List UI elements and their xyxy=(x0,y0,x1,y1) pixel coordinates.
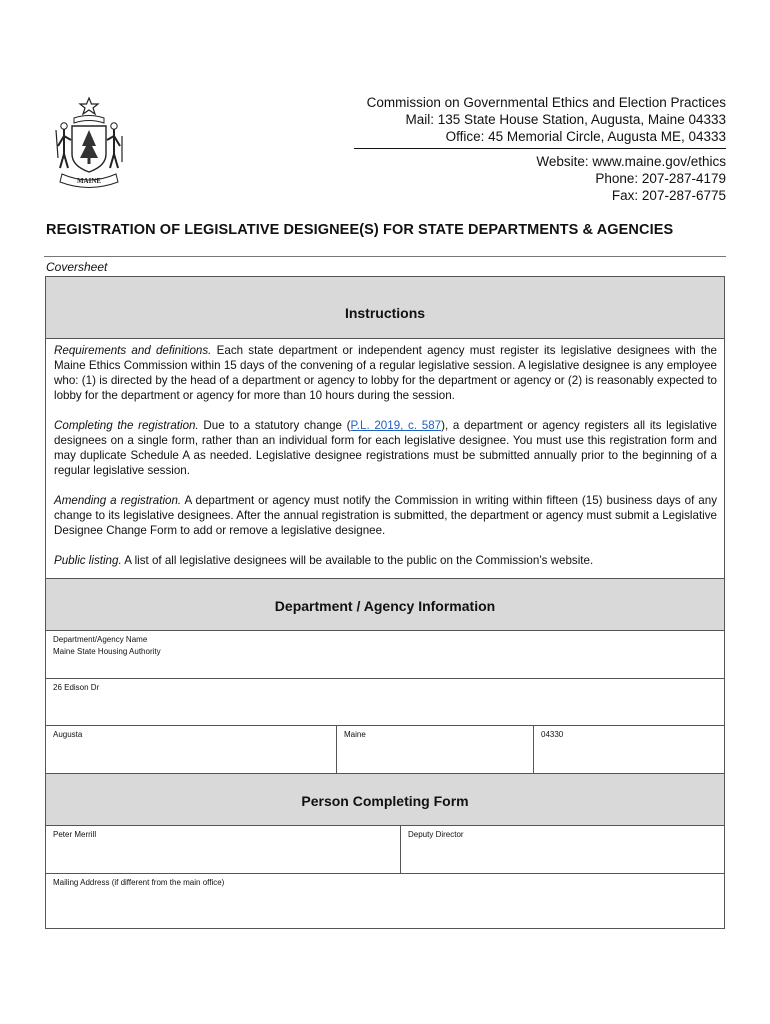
form-title: REGISTRATION OF LEGISLATIVE DESIGNEE(S) FOR STATE DEPARTMENTS & AGENCIES xyxy=(46,222,674,238)
commission-name: Commission on Governmental Ethics and Election Practices xyxy=(366,95,726,110)
person-heading: Person Completing Form xyxy=(46,774,724,826)
mail-address: Mail: 135 State House Station, Augusta, Maine 04333 xyxy=(405,112,726,127)
zip-value: 04330 xyxy=(541,730,564,739)
city-value: Augusta xyxy=(53,730,83,739)
amending-text: A department or agency must notify the Commission in writing within fifteen (15) business days of any change to its legislative designees. After the annual registration is submitted, the department or agency must submit a Legislative Designee Change Form to add or remove a legislative designee. xyxy=(54,494,717,537)
requirements-paragraph xyxy=(54,343,717,403)
completing-text-1: Due to a statutory change ( xyxy=(198,419,351,432)
header-divider xyxy=(354,148,726,149)
department-name-value: Maine State Housing Authority xyxy=(53,647,161,656)
person-title-field[interactable] xyxy=(400,826,724,873)
department-heading: Department / Agency Information xyxy=(46,578,724,631)
address-field[interactable] xyxy=(46,679,724,725)
mailing-address-label: Mailing Address (if different from the main office) xyxy=(53,878,225,887)
instructions-body xyxy=(46,339,724,578)
city-state-zip-row xyxy=(46,726,724,774)
state-value: Maine xyxy=(344,730,366,739)
completing-text-2: ), a department or agency registers all its legislative designees on a single form, rather than an individual form for each legislative designee. You must use this registration form and may duplicate Schedule A as needed. Legislative designee registrations must be submitted annually prior to the beginning of a regular legislative session. xyxy=(54,419,717,477)
city-field[interactable] xyxy=(46,726,336,773)
instructions-heading: Instructions xyxy=(46,277,724,339)
address-value: 26 Edison Dr xyxy=(53,683,100,692)
fax: Fax: 207-287-6775 xyxy=(611,188,726,203)
person-row xyxy=(46,826,724,874)
amending-lead: Amending a registration. xyxy=(54,494,182,507)
department-name-label: Department/Agency Name xyxy=(53,635,148,644)
completing-paragraph xyxy=(54,418,717,478)
amending-paragraph xyxy=(54,493,717,538)
phone: Phone: 207-287-4179 xyxy=(595,171,726,186)
public-listing-text: A list of all legislative designees will be available to the public on the Commission’s website. xyxy=(121,554,594,567)
commission-header xyxy=(354,94,726,204)
coversheet-label: Coversheet xyxy=(46,260,108,274)
requirements-lead: Requirements and definitions. xyxy=(54,344,212,357)
person-title-value: Deputy Director xyxy=(408,830,464,839)
requirements-text: Each state department or independent agency must register its legislative designees with the Maine Ethics Commission within 15 days of the convening of a regular legislative session. A legislative designee is any employee who: (1) is directed by the head of a department or agency to lobby for the department or agency or (2) is reasonably expected to lobby for the department or agency for more than 10 hours during the session. xyxy=(54,344,717,402)
state-field[interactable] xyxy=(336,726,533,773)
mailing-address-field[interactable] xyxy=(46,874,724,928)
mailing-address-row xyxy=(46,874,724,928)
completing-lead: Completing the registration. xyxy=(54,419,199,432)
maine-state-seal xyxy=(52,96,126,190)
website: Website: www.maine.gov/ethics xyxy=(536,154,726,169)
public-listing-lead: Public listing. xyxy=(54,554,122,567)
statute-link[interactable]: P.L. 2019, c. 587 xyxy=(350,419,442,432)
office-address: Office: 45 Memorial Circle, Augusta ME, 04333 xyxy=(445,129,726,144)
person-name-field[interactable] xyxy=(46,826,400,873)
title-divider xyxy=(44,256,726,257)
zip-field[interactable] xyxy=(533,726,724,773)
seal-text: MAINE xyxy=(76,177,102,185)
person-name-value: Peter Merrill xyxy=(53,830,97,839)
department-name-row xyxy=(46,631,724,679)
address-row xyxy=(46,679,724,726)
department-name-field[interactable] xyxy=(46,631,724,678)
public-listing-paragraph xyxy=(54,553,717,568)
registration-form xyxy=(45,276,725,929)
